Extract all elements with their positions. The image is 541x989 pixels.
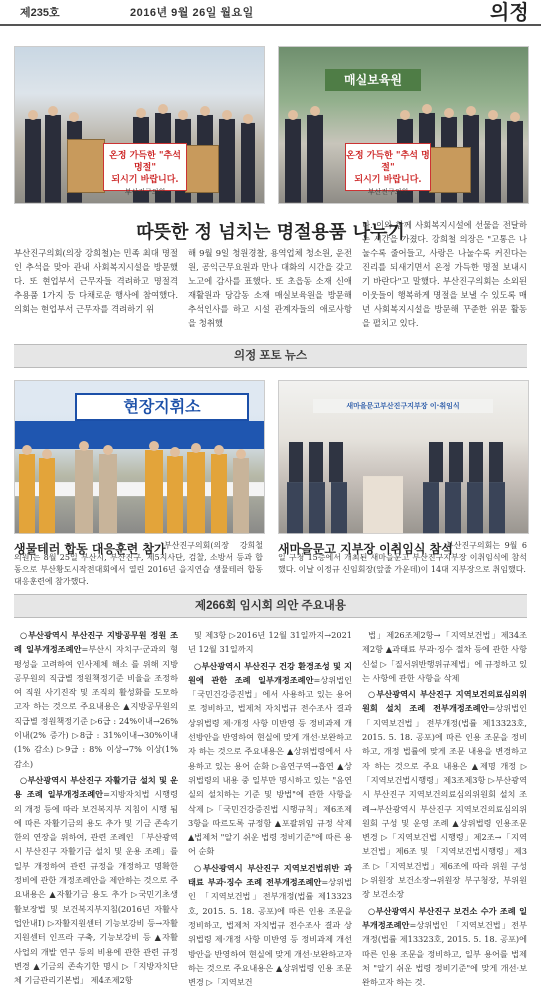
- session-item: ○부산광역시 부산진구 지방공무원 정원 조례 일부개정조례안=부산시 자치구·군과의 형평성을 고려하여 인사제체 해소 를 위해 지방공무원의 직급별 정원책정기준 비율을 조정하여 직원 사기진작 및 조직의 활성화를 도모하고자 하는 것으로 주요내용은 ▲지방공무원의 직급별 정원책정기준 ▷6급 : 24%이내→26%이내(2% 증가) ▷8급 : 31%이내→30%이내(1% 감소) ▷9급 : 8% 이상→7% 이상(1% 감소): [14, 630, 178, 769]
- session-item: ○부산광역시 부산진구 자활기금 설치 및 운용 조례 일부개정조례안=지방자치법 시행령의 개정 등에 따라 보건복지부 지침이 시행 됨에 따른 자활기금의 용도 추가 및 기금 존속기한의 연장을 위하여, 관련 조례인 「부산광역시 부산진구 자활기금 설치 및 운용 조례」를 일부 개정하여 관련 규정을 개정하고 명확한 정비에 관한 개정조례안을 제안하는 것으로 주요내용은 ▲자활기금 용도 추가 ▷국민기초생활보장법 및 보건복지부지침(2016년 자활사업안내Ⅰ) ▷자활지원센터 기능보강비 등→자활지원센터 인프라 구축, 기능보강비 등 ▲자활사업의 개발 연구 등의 비용에 관한 관련 규정 변경 ▲기금의 존속기한 명시 ▷「지방자치단체 기금관리기본법」 제4조제2항: [14, 774, 178, 986]
- donation-sign: [345, 143, 431, 196]
- photo-news-header: 의정 포토 뉴스: [14, 344, 527, 368]
- sign-sub-text: 되시기 바랍니다.: [111, 175, 179, 185]
- issue-number: 제235호: [20, 7, 60, 19]
- sign-sub-text: 되시기 바랍니다.: [354, 175, 422, 185]
- session-item: ○부산광역시 부산진구 지역보건법위반 과태료 부과·징수 조례 전부개정조례안=상위법인 「지역보건법」전부개정(법률 제13323호, 2015. 5. 18. 공포)에 따른 인용 조문을 정비하고, 법제처 자치법규 전수조사 결과 상위법령 제·개정 사항 미반영 등 정비과제 개선방안을 반영하여 현실에 맞게 개선·보완하고자 하는 것으로 주요내용은 ▲상위법령 인용 조문 변경 ▷「지역보건: [188, 862, 352, 988]
- page-header: [0, 0, 541, 26]
- session-column-1: [14, 628, 178, 986]
- donation-sign: [103, 143, 187, 196]
- session-header: 제266회 임시회 의안 주요내용: [14, 594, 527, 618]
- photo-news-left-title: 생물테러 합동 대응훈련 참가: [14, 542, 166, 556]
- article-column-3: 다. 이와 함께 사회복지시설에 선물을 전달하는 시간을 가졌다. 강희철 의장은 "고통은 나눌수록 줄어들고, 사랑은 나눌수록 커진다는 진리를 되새기면서 온정 가득한 명절 보내시기 바란다"고 말했다. 부산진구의회는 소외된 이웃들이 행복하게 명절을 보낼 수 있도록 매년 사회복지시설을 방문해 꾸준한 위문 활동을 펼치고 있다.: [362, 220, 527, 328]
- people-figures: [15, 442, 264, 533]
- issue-date: 2016년 9월 26일 월요일: [130, 7, 254, 19]
- article-title: 따뜻한 정 넘치는 명절용품 나누기: [136, 222, 405, 243]
- photo-news-right-text: 부산진구의회는 9월 6일 구청 15층에서 개최된 새마을문고 부산진구지부장 이취임식에 참석했다. 이날 이정규 신임회장(앞줄 가운데)이 14대 지부장으로 취임했다.: [278, 541, 527, 574]
- sign-org-text: 부산진구의회: [124, 188, 166, 196]
- session-item: ○부산광역시 부산진구 건강 환경조성 및 지원에 관한 조례 일부개정조례안=상위법인 「국민건강증진법」에서 사용하고 있는 용어로 정비하고, 법제처 자치법규 전수조사 결과 상위법령 제·개정 사항 미반영 등 정비과제 개선방안을 반영하여 현실에 맞게 개선·보완하고자 하는 것으로 주요내용은 ▲상위법령에서 사용하고 있는 용어 순화 ▷음연구역→흡연 ▲상위법령의 내용 중 일부만 명시하고 있는 "음연실의 설치하는 기준 및 방법"에 관한 사항을 삭제 ▷「국민건강증진법 시행규칙」제6조제3항을 따르도록 규정함 ▲포괄위임 규정 삭제 ▲법제처 "알기 쉬운 법령 정비기준"에 따른 용어 순화: [188, 660, 352, 857]
- session-item: 및 제3항 ▷2016년 12월 31일까지→2021년 12월 31일까지: [188, 630, 352, 655]
- ceremony-banner: 새마을문고부산진구지부장 이·취임식: [313, 399, 493, 413]
- session-item: 법」제26조제2항→「지역보건법」제34조제2항 ▲과태료 부과·징수 절차 등에 관한 사항 신설 ▷「질서위반행위규제법」에 규정하고 있는 사항에 관한 사항을 삭제: [362, 630, 527, 683]
- session-column-2: [188, 628, 352, 988]
- article-column-1: 부산진구의회(의장 강희철)는 민족 최대 명절인 추석을 맞아 관내 사회복지시설을 방문했다. 또 현업부서 근무자들 격려하고 명절격 추용품 1가지 등 다채로운 행사에 참여했다. 의회는 현업부서 근무자를 격려하기 위: [14, 248, 178, 314]
- photo-library-ceremony: [278, 380, 529, 534]
- people-figures: [279, 442, 528, 533]
- sign-org-text: 부산진구의회: [367, 188, 409, 196]
- photo-news-right-title: 새마을문고 지부장 이취임식 참석: [278, 542, 453, 556]
- command-post-banner: 현장지휘소: [75, 393, 249, 421]
- session-column-3: [362, 628, 527, 988]
- building-sign: 매실보육원: [325, 69, 421, 91]
- photo-donation-2: [278, 46, 529, 204]
- session-item: ○부산광역시 부산진구 보건소 수가 조례 일부개정조례안=상위법인 「지역보건법」전부개정(법률 제13323호, 2015. 5. 18. 공포)에 따른 인용 조문을 정비하고, 일부 용어를 법제처 "알기 쉬운 법령 정비기준"에 맞게 개선·보완하고자 하는 것.: [362, 905, 527, 988]
- photo-news-left-text: 부산진구의회(의장 강희철 의원)는 8월 25일 부산시, 부산진구, 제5지사단, 검찰, 소방서 등과 합동으로 부산황도시작전대회에서 열린 2016년 을지연습 생물테러 합동 대응훈련에 참가했다.: [14, 541, 263, 586]
- photo-donation-1: [14, 46, 265, 204]
- sign-main-text: 온정 가득한 "추석 명절": [346, 151, 430, 173]
- photo-bioterror-drill: [14, 380, 265, 534]
- sign-main-text: 온정 가득한 "추석 명절": [109, 151, 181, 173]
- masthead-title: 의정: [490, 0, 529, 24]
- article-column-2: 해 9월 9일 청원경찰, 용역업체 청소원, 운전원, 공익근무요원과 만나 대화의 시간을 갖고 노고에 감사를 표했다. 또 초읍동 소재 신애재활원과 당감동 소재 매실보육원을 방문해 추석인사를 하고 시설 관계자들의 애로사항을 청취했: [188, 248, 352, 328]
- session-item: ○부산광역시 부산진구 지역보건의료심의위원회 설치 조례 전부개정조례안=상위법인 「지역보건법」전부개정(법률 제13323호, 2015. 5. 18. 공포)에 따른 인용 조문을 정비하고, 개정 법률에 맞게 조문 내용을 변경하고자 하는 것으로 주요 내용은 ▲제명 개정 ▷「지역보건법시행령」제3조제3항 ▷부산광역시 부산진구 지역보건의료심의위원회 설치 조례→부산광역시 부산진구 지역보건의료심의위원회 구성 및 운영 조례 ▲상위법령 인용조문 변경 ▷「지역보건법 시행령」제2조→「지역보건법」제6조 및 「지역보건법시행령」제3조 ▷「지역보건법」제6조에 따라 위원 구성 ▷위원장 보건소장→위원장 부구청장, 부위원장 보건소장: [362, 689, 527, 900]
